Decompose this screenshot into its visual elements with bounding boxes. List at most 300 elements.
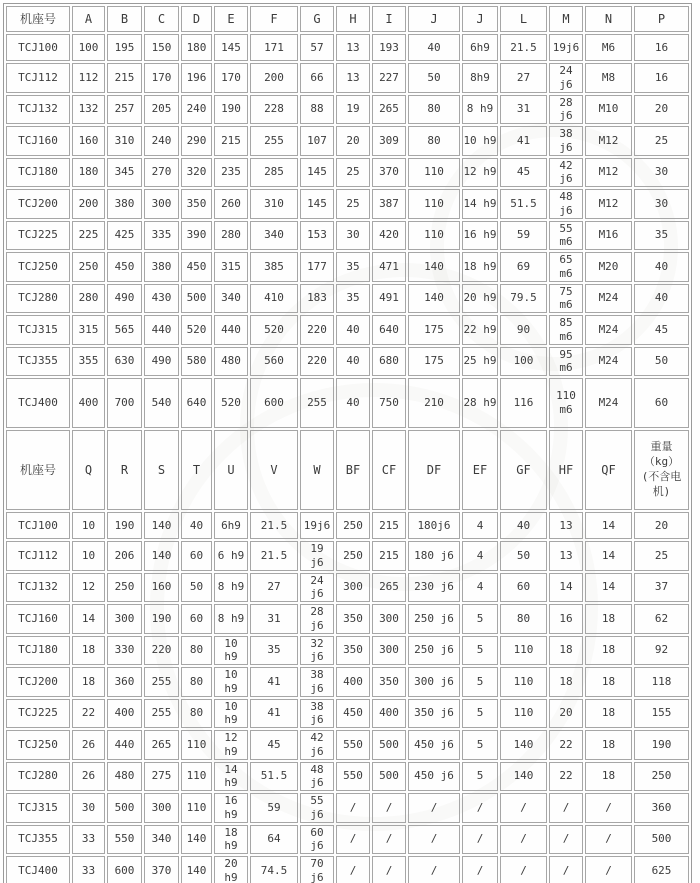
value-cell: 580 [181,347,212,377]
value-cell: 14 h9 [214,762,248,792]
frame-number-cell: TCJ315 [6,315,70,345]
value-cell: 38 j6 [549,126,583,156]
value-cell: 500 [634,825,689,855]
value-cell: 360 [634,793,689,823]
value-cell: 60 j6 [300,825,334,855]
value-cell: 20 [336,126,370,156]
value-cell: 240 [144,126,179,156]
value-cell: / [372,856,406,883]
value-cell: 140 [408,284,460,314]
value-cell: 110 [181,793,212,823]
value-cell: 25 h9 [462,347,498,377]
value-cell: 18 h9 [214,825,248,855]
table-row-TCJ132 [6,95,689,125]
value-cell: M8 [585,63,632,93]
value-cell: 290 [181,126,212,156]
value-cell: 350 [336,604,370,634]
value-cell: 625 [634,856,689,883]
value-cell: 80 [408,126,460,156]
value-cell: 18 [585,762,632,792]
col-header-c: C [144,6,179,32]
value-cell: 41 [500,126,547,156]
value-cell: 21.5 [250,512,298,539]
value-cell: 145 [214,34,248,61]
frame-number-cell: TCJ100 [6,512,70,539]
value-cell: 110 [408,189,460,219]
value-cell: 300 [372,604,406,634]
frame-number-header: 机座号 [6,430,70,510]
value-cell: / [408,793,460,823]
value-cell: 4 [462,541,498,571]
value-cell: 14 [72,604,105,634]
frame-number-cell: TCJ400 [6,856,70,883]
value-cell: 14 [585,541,632,571]
value-cell: 220 [300,315,334,345]
value-cell: M24 [585,315,632,345]
value-cell: 38 j6 [300,699,334,729]
value-cell: 520 [250,315,298,345]
value-cell: 110 [181,762,212,792]
frame-number-cell: TCJ280 [6,762,70,792]
value-cell: 45 [250,730,298,760]
col-header-s: S [144,430,179,510]
col-header-t: T [181,430,212,510]
value-cell: 300 j6 [408,667,460,697]
col-header-qf: QF [585,430,632,510]
value-cell: 400 [372,699,406,729]
col-header-g: G [300,6,334,32]
frame-number-cell: TCJ225 [6,699,70,729]
value-cell: 387 [372,189,406,219]
value-cell: 309 [372,126,406,156]
table-row-TCJ400 [6,378,689,428]
value-cell: 300 [107,604,142,634]
col-header-a: A [72,6,105,32]
value-cell: 200 [72,189,105,219]
value-cell: 430 [144,284,179,314]
value-cell: 6h9 [214,512,248,539]
value-cell: 190 [634,730,689,760]
table-row-TCJ315 [6,793,689,823]
value-cell: 110 [408,158,460,188]
table-row-TCJ280 [6,762,689,792]
value-cell: 450 [107,252,142,282]
value-cell: 18 [72,667,105,697]
value-cell: / [500,856,547,883]
value-cell: 18 [585,730,632,760]
value-cell: 400 [336,667,370,697]
value-cell: 150 [144,34,179,61]
table-row-TCJ112 [6,541,689,571]
col-header-n: N [585,6,632,32]
value-cell: / [585,856,632,883]
value-cell: 110 [500,667,547,697]
frame-number-cell: TCJ112 [6,63,70,93]
value-cell: 5 [462,604,498,634]
col-header-v: V [250,430,298,510]
value-cell: 220 [144,636,179,666]
col-header-w: W [300,430,334,510]
value-cell: 10 [72,541,105,571]
value-cell: 57 [300,34,334,61]
value-cell: 85 m6 [549,315,583,345]
value-cell: 59 [250,793,298,823]
value-cell: / [549,825,583,855]
value-cell: 565 [107,315,142,345]
value-cell: 110 [408,221,460,251]
value-cell: 13 [336,34,370,61]
value-cell: 255 [300,378,334,428]
value-cell: 450 j6 [408,762,460,792]
value-cell: 600 [250,378,298,428]
value-cell: 42 j6 [549,158,583,188]
value-cell: M20 [585,252,632,282]
value-cell: 25 [336,189,370,219]
value-cell: 4 [462,512,498,539]
value-cell: 22 [549,730,583,760]
value-cell: 177 [300,252,334,282]
value-cell: 14 [585,512,632,539]
value-cell: 19 j6 [300,541,334,571]
value-cell: 235 [214,158,248,188]
col-header-kg: 重量（kg）(不含电机) [634,430,689,510]
value-cell: 250 [107,573,142,603]
value-cell: / [408,856,460,883]
value-cell: 100 [500,347,547,377]
value-cell: 350 [181,189,212,219]
col-header-h: H [336,6,370,32]
value-cell: 80 [181,667,212,697]
value-cell: / [585,825,632,855]
value-cell: 540 [144,378,179,428]
value-cell: 19j6 [300,512,334,539]
table-row-TCJ132 [6,573,689,603]
value-cell: 300 [144,189,179,219]
value-cell: 275 [144,762,179,792]
value-cell: 250 [634,762,689,792]
value-cell: 13 [549,541,583,571]
value-cell: 20 [634,512,689,539]
value-cell: M24 [585,284,632,314]
value-cell: 18 [549,636,583,666]
value-cell: 640 [181,378,212,428]
col-header-u: U [214,430,248,510]
value-cell: 490 [107,284,142,314]
value-cell: / [500,793,547,823]
value-cell: 160 [144,573,179,603]
value-cell: 22 [72,699,105,729]
value-cell: 26 [72,762,105,792]
col-header-l: L [500,6,547,32]
value-cell: 285 [250,158,298,188]
value-cell: M10 [585,95,632,125]
value-cell: 22 [549,762,583,792]
value-cell: 265 [372,573,406,603]
value-cell: 20 [549,699,583,729]
value-cell: 153 [300,221,334,251]
value-cell: 180 [72,158,105,188]
value-cell: 225 [72,221,105,251]
value-cell: 355 [72,347,105,377]
value-cell: 16 [549,604,583,634]
value-cell: 400 [107,699,142,729]
value-cell: M6 [585,34,632,61]
value-cell: 20 [634,95,689,125]
value-cell: 25 [634,126,689,156]
value-cell: 28 h9 [462,378,498,428]
value-cell: 480 [107,762,142,792]
value-cell: 40 [336,347,370,377]
value-cell: 370 [144,856,179,883]
value-cell: 60 [500,573,547,603]
value-cell: 5 [462,636,498,666]
value-cell: 340 [250,221,298,251]
col-header-gf: GF [500,430,547,510]
value-cell: 112 [72,63,105,93]
value-cell: 155 [634,699,689,729]
frame-number-cell: TCJ100 [6,34,70,61]
value-cell: 250 [336,512,370,539]
col-header-p: P [634,6,689,32]
value-cell: 140 [181,856,212,883]
value-cell: M24 [585,378,632,428]
value-cell: 300 [372,636,406,666]
value-cell: 280 [72,284,105,314]
value-cell: 10 h9 [214,699,248,729]
col-header-j: J [408,6,460,32]
table-row-TCJ100 [6,512,689,539]
value-cell: 35 [336,284,370,314]
value-cell: 240 [181,95,212,125]
value-cell: 500 [181,284,212,314]
value-cell: 750 [372,378,406,428]
value-cell: / [462,793,498,823]
value-cell: 193 [372,34,406,61]
frame-number-cell: TCJ180 [6,636,70,666]
value-cell: 18 [585,667,632,697]
value-cell: 255 [250,126,298,156]
table-row-TCJ280 [6,284,689,314]
value-cell: 51.5 [250,762,298,792]
value-cell: 220 [300,347,334,377]
table-row-TCJ315 [6,315,689,345]
value-cell: 132 [72,95,105,125]
value-cell: 41 [250,667,298,697]
value-cell: 206 [107,541,142,571]
value-cell: 50 [408,63,460,93]
value-cell: 35 [634,221,689,251]
table-row-TCJ225 [6,699,689,729]
value-cell: 550 [107,825,142,855]
table-row-TCJ400 [6,856,689,883]
value-cell: 500 [107,793,142,823]
dimension-spec-table [3,3,692,883]
value-cell: 4 [462,573,498,603]
table-row-TCJ160 [6,126,689,156]
value-cell: 40 [336,315,370,345]
value-cell: 16 [634,63,689,93]
value-cell: / [408,825,460,855]
value-cell: 480 [214,347,248,377]
value-cell: 70 j6 [300,856,334,883]
value-cell: 265 [144,730,179,760]
value-cell: 350 [336,636,370,666]
value-cell: 190 [214,95,248,125]
value-cell: 227 [372,63,406,93]
value-cell: 28 j6 [300,604,334,634]
value-cell: 18 [585,699,632,729]
value-cell: 48 j6 [549,189,583,219]
spec-sheet-page [0,3,700,883]
value-cell: 30 [634,189,689,219]
value-cell: 60 [634,378,689,428]
value-cell: 280 [214,221,248,251]
value-cell: 20 h9 [462,284,498,314]
value-cell: 30 [336,221,370,251]
value-cell: 18 [549,667,583,697]
frame-number-cell: TCJ160 [6,126,70,156]
value-cell: 196 [181,63,212,93]
value-cell: 230 j6 [408,573,460,603]
col-header-r: R [107,430,142,510]
value-cell: 250 [336,541,370,571]
value-cell: / [372,793,406,823]
value-cell: 13 [336,63,370,93]
value-cell: 31 [500,95,547,125]
value-cell: 18 [585,604,632,634]
value-cell: 140 [144,541,179,571]
value-cell: 92 [634,636,689,666]
value-cell: 410 [250,284,298,314]
value-cell: 40 [634,284,689,314]
frame-number-cell: TCJ280 [6,284,70,314]
value-cell: 40 [408,34,460,61]
col-header-cf: CF [372,430,406,510]
value-cell: 330 [107,636,142,666]
value-cell: 500 [372,730,406,760]
value-cell: 33 [72,856,105,883]
value-cell: 8 h9 [214,604,248,634]
table-row-TCJ355 [6,347,689,377]
value-cell: 26 [72,730,105,760]
value-cell: 33 [72,825,105,855]
value-cell: 180 j6 [408,541,460,571]
value-cell: 41 [250,699,298,729]
value-cell: 160 [72,126,105,156]
value-cell: / [549,856,583,883]
value-cell: 60 [181,604,212,634]
col-header-b: B [107,6,142,32]
header-row [6,6,689,32]
value-cell: 27 [250,573,298,603]
value-cell: 183 [300,284,334,314]
value-cell: 40 [336,378,370,428]
value-cell: / [500,825,547,855]
value-cell: 19j6 [549,34,583,61]
value-cell: 65 m6 [549,252,583,282]
col-header-d: D [181,6,212,32]
value-cell: 40 [634,252,689,282]
value-cell: 80 [181,636,212,666]
frame-number-cell: TCJ225 [6,221,70,251]
value-cell: 22 h9 [462,315,498,345]
table-row-TCJ112 [6,63,689,93]
col-header-df: DF [408,430,460,510]
value-cell: M24 [585,347,632,377]
value-cell: 62 [634,604,689,634]
value-cell: 79.5 [500,284,547,314]
value-cell: 500 [372,762,406,792]
value-cell: 215 [107,63,142,93]
value-cell: 140 [144,512,179,539]
value-cell: 66 [300,63,334,93]
value-cell: 12 h9 [214,730,248,760]
value-cell: 16 h9 [214,793,248,823]
frame-number-cell: TCJ180 [6,158,70,188]
value-cell: 370 [372,158,406,188]
value-cell: / [585,793,632,823]
frame-number-cell: TCJ250 [6,252,70,282]
value-cell: 107 [300,126,334,156]
frame-number-cell: TCJ400 [6,378,70,428]
value-cell: 25 [336,158,370,188]
value-cell: 270 [144,158,179,188]
value-cell: 140 [181,825,212,855]
value-cell: 118 [634,667,689,697]
value-cell: 300 [336,573,370,603]
value-cell: 110 [500,636,547,666]
value-cell: 215 [372,541,406,571]
value-cell: 35 [336,252,370,282]
value-cell: 190 [107,512,142,539]
value-cell: 110 m6 [549,378,583,428]
col-header-ef: EF [462,430,498,510]
table-row-TCJ200 [6,667,689,697]
value-cell: 25 [634,541,689,571]
value-cell: 14 h9 [462,189,498,219]
value-cell: 10 [72,512,105,539]
value-cell: 35 [250,636,298,666]
value-cell: 59 [500,221,547,251]
table-row-TCJ250 [6,730,689,760]
value-cell: 48 j6 [300,762,334,792]
value-cell: / [336,793,370,823]
value-cell: 171 [250,34,298,61]
value-cell: 310 [107,126,142,156]
value-cell: 19 [336,95,370,125]
value-cell: 55 j6 [300,793,334,823]
value-cell: 21.5 [500,34,547,61]
value-cell: 380 [144,252,179,282]
value-cell: 360 [107,667,142,697]
value-cell: 550 [336,730,370,760]
frame-number-cell: TCJ200 [6,667,70,697]
value-cell: 6h9 [462,34,498,61]
value-cell: 37 [634,573,689,603]
value-cell: / [336,856,370,883]
col-header-bf: BF [336,430,370,510]
value-cell: 18 [72,636,105,666]
value-cell: 700 [107,378,142,428]
value-cell: 140 [408,252,460,282]
value-cell: 340 [214,284,248,314]
table-row-TCJ250 [6,252,689,282]
value-cell: 24 j6 [549,63,583,93]
value-cell: 255 [144,699,179,729]
value-cell: 310 [250,189,298,219]
frame-number-cell: TCJ132 [6,573,70,603]
value-cell: 350 j6 [408,699,460,729]
